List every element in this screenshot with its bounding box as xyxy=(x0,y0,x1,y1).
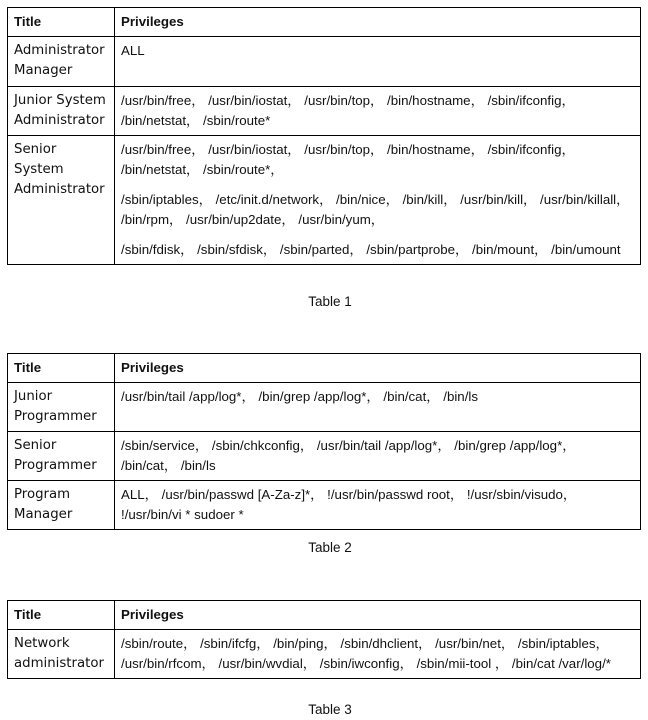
privileges-text: ALL， /usr/bin/passwd [A-Za-z]*， !/usr/bin/passwd root， !/usr/sbin/visudo， !/usr/bin/vi * sudoer * xyxy=(121,487,577,522)
privileges-text: ALL xyxy=(121,43,145,58)
row-title: Program Manager xyxy=(8,481,115,530)
table-row xyxy=(8,630,641,679)
table-2 xyxy=(7,353,641,530)
row-title: Administrator Manager xyxy=(8,37,115,87)
row-privileges xyxy=(115,383,641,432)
row-privileges xyxy=(115,37,641,87)
table-caption: Table 2 xyxy=(308,540,352,555)
privileges-text: /sbin/fdisk， /sbin/sfdisk， /sbin/parted， /sbin/partprobe， /bin/mount， /bin/umount xyxy=(121,242,621,257)
header-title: Title xyxy=(8,601,115,630)
privileges-text: /sbin/service， /sbin/chkconfig， /usr/bin/tail /app/log*， /bin/grep /app/log*， /bin/cat， /bin/ls xyxy=(121,438,576,473)
table-row xyxy=(8,37,641,87)
header-title: Title xyxy=(8,8,115,37)
privileges-text: /sbin/route， /sbin/ifcfg， /bin/ping， /sbin/dhclient， /usr/bin/net， /sbin/iptables， /usr/bin/rfcom， /usr/bin/wvdial， /sbin/iwconfig， /sbin/mii-tool ， /bin/cat /var/log/* xyxy=(121,636,611,671)
row-privileges xyxy=(115,87,641,136)
privileges-text: /usr/bin/tail /app/log*， /bin/grep /app/log*， /bin/cat， /bin/ls xyxy=(121,389,478,404)
table-1 xyxy=(7,7,641,265)
table-row xyxy=(8,87,641,136)
row-privileges xyxy=(115,481,641,530)
header-privileges: Privileges xyxy=(115,354,641,383)
header-privileges: Privileges xyxy=(115,8,641,37)
row-privileges xyxy=(115,630,641,679)
row-title: Junior System Administrator xyxy=(8,87,115,136)
row-privileges xyxy=(115,136,641,265)
privileges-text: /usr/bin/free， /usr/bin/iostat， /usr/bin/top， /bin/hostname， /sbin/ifconfig， /bin/netstat， /sbin/route* xyxy=(121,93,575,128)
table-header-row xyxy=(8,601,641,630)
table-caption: Table 1 xyxy=(308,294,352,309)
table-row xyxy=(8,481,641,530)
table-caption: Table 3 xyxy=(308,702,352,717)
table-row xyxy=(8,136,641,265)
header-title: Title xyxy=(8,354,115,383)
row-title: Network administrator xyxy=(8,630,115,679)
row-title: Senior Programmer xyxy=(8,432,115,481)
privileges-text: /usr/bin/free， /usr/bin/iostat， /usr/bin/top， /bin/hostname， /sbin/ifconfig， /bin/netstat， /sbin/route*， xyxy=(121,142,575,177)
row-privileges xyxy=(115,432,641,481)
row-title: Junior Programmer xyxy=(8,383,115,432)
table-header-row xyxy=(8,8,641,37)
header-privileges: Privileges xyxy=(115,601,641,630)
table-3 xyxy=(7,600,641,679)
row-title: Senior System Administrator xyxy=(8,136,115,265)
table-row xyxy=(8,383,641,432)
privileges-text: /sbin/iptables， /etc/init.d/network， /bin/nice， /bin/kill， /usr/bin/kill， /usr/bin/killall， /bin/rpm， /usr/bin/up2date， /usr/bin/yum， xyxy=(121,192,630,227)
table-row xyxy=(8,432,641,481)
table-header-row xyxy=(8,354,641,383)
